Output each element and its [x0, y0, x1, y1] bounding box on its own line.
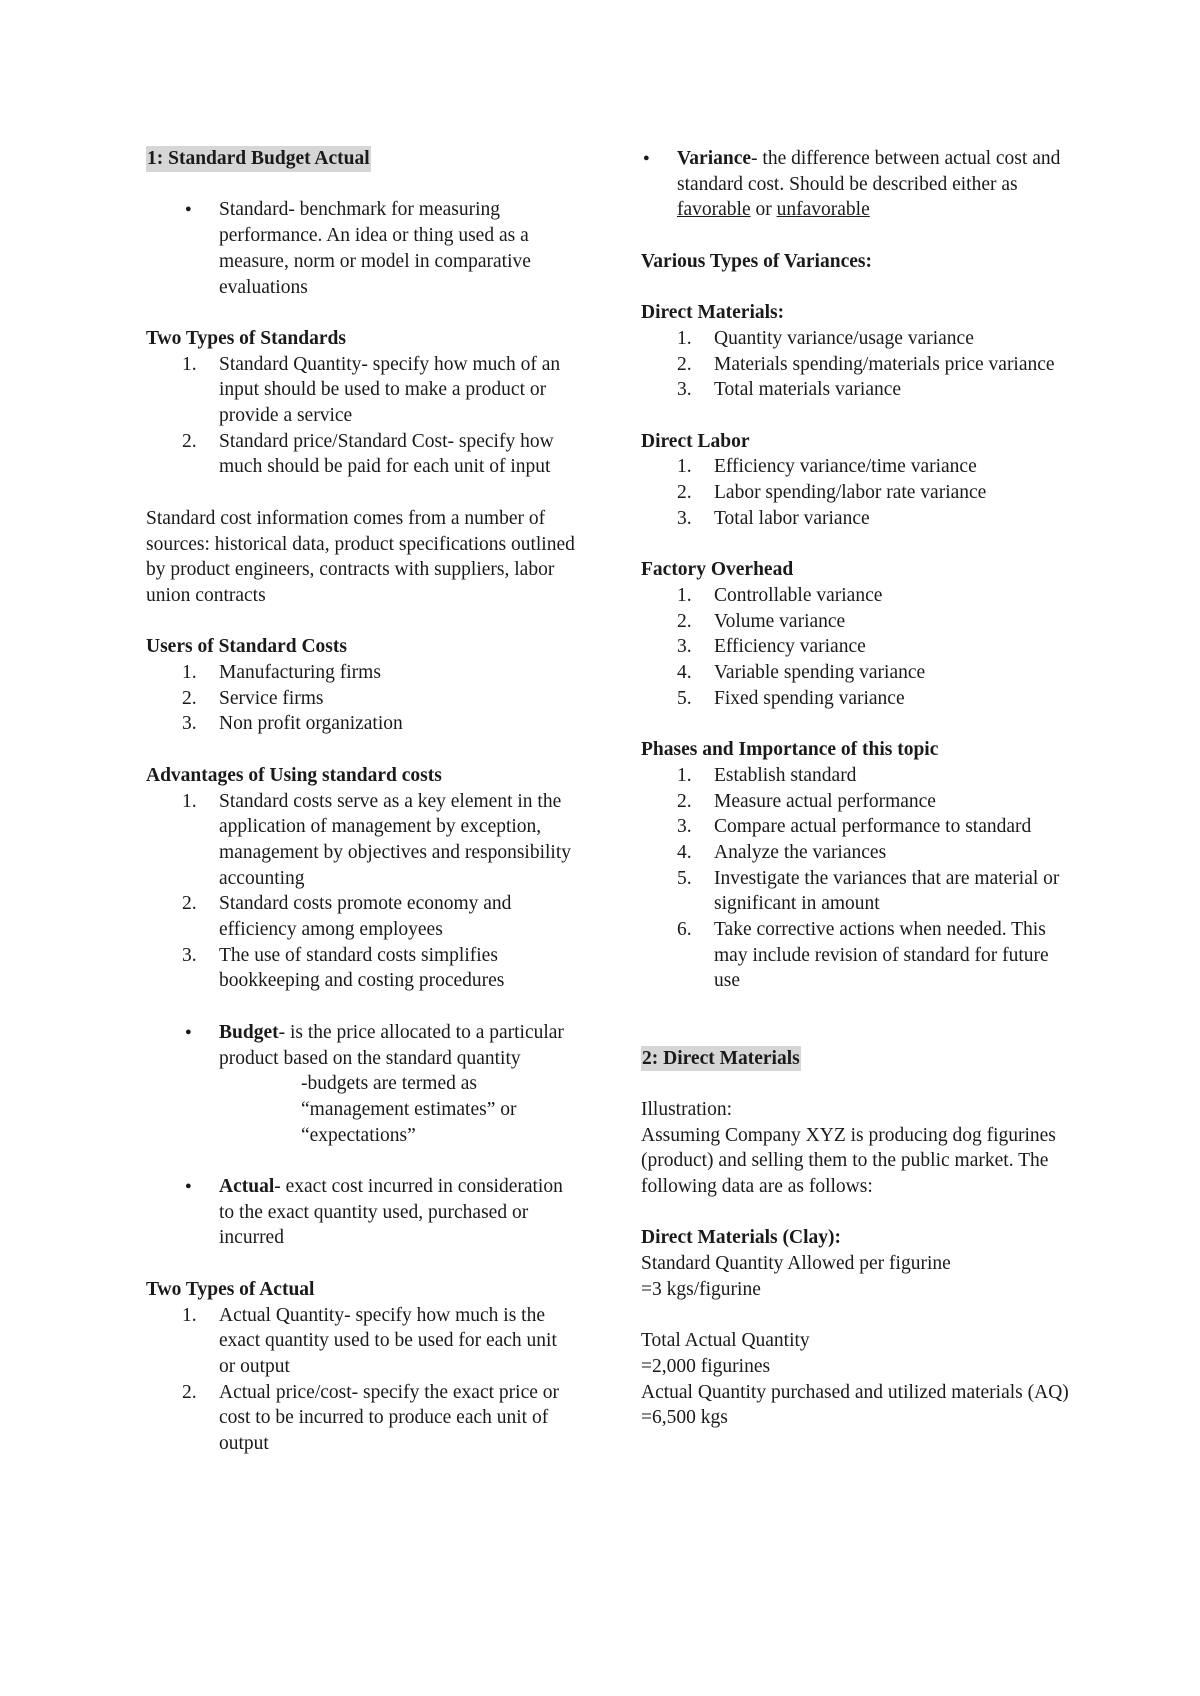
list-item: 2. Actual price/cost- specify the exact price or cost to be incurred to produce each unit of output [182, 1381, 560, 1455]
section-2-title: 2: Direct Materials [641, 1046, 801, 1072]
actual-bullet-list [146, 1174, 576, 1251]
section-1-title: 1: Standard Budget Actual [146, 146, 371, 172]
list-item: 2. Measure actual performance [677, 790, 936, 812]
right-column [641, 146, 1071, 1431]
list-item: 6. Take corrective actions when needed. This may include revision of standard for future use [677, 919, 1049, 992]
direct-materials-heading: Direct Materials: [641, 302, 785, 324]
budget-bullet-list [146, 1020, 576, 1071]
actual-definition: ● Actual- exact cost incurred in consideration to the exact quantity used, purchased or incurred [146, 1174, 576, 1251]
standard-bullet-list [146, 197, 576, 300]
list-item: 3. Non profit organization [182, 713, 403, 735]
two-types-standards-list [146, 352, 576, 481]
list-item: 4. Analyze the variances [677, 841, 887, 863]
advantages-list [146, 789, 576, 995]
list-item: 2. Labor spending/labor rate variance [677, 482, 987, 504]
aq-value: =6,500 kgs [641, 1407, 728, 1429]
advantages-heading: Advantages of Using standard costs [146, 764, 442, 786]
sq-allowed-label: Standard Quantity Allowed per figurine [641, 1253, 951, 1275]
list-item: 3. Compare actual performance to standard [677, 816, 1032, 838]
list-item: 2. Volume variance [677, 610, 846, 632]
direct-labor-heading: Direct Labor [641, 430, 750, 452]
phases-list [641, 763, 1071, 994]
list-item: 3. The use of standard costs simplifies bookkeeping and costing procedures [182, 944, 505, 992]
list-item: 4. Variable spending variance [677, 662, 926, 683]
standard-definition: ● Standard- benchmark for measuring performance. An idea or thing used as a measure, norm or model in comparative evaluations [146, 197, 576, 300]
list-item: 1. Quantity variance/usage variance [677, 327, 974, 349]
factory-overhead-list [641, 583, 1071, 712]
two-types-actual-heading: Two Types of Actual [146, 1278, 315, 1300]
list-item: 1. Standard costs serve as a key element in the application of management by exception, management by objectives and responsibility accounting [182, 790, 571, 889]
sources-paragraph: Standard cost information comes from a number of sources: historical data, product specifications outlined by product engineers, contracts with suppliers, labor union contracts [146, 507, 575, 606]
budget-definition: ● Budget- is the price allocated to a particular product based on the standard quantity [146, 1020, 576, 1071]
list-item: 2. Materials spending/materials price variance [677, 353, 1055, 375]
direct-materials-list [641, 326, 1071, 403]
left-column [146, 146, 576, 1457]
illustration-text: Assuming Company XYZ is producing dog figurines (product) and selling them to the public market. The following data are as follows: [641, 1124, 1056, 1197]
list-item: 3. Efficiency variance [677, 636, 866, 658]
list-item: 1. Controllable variance [677, 584, 883, 606]
dm-clay-heading: Direct Materials (Clay): [641, 1227, 841, 1249]
illustration-label: Illustration: [641, 1098, 732, 1120]
list-item: 1. Establish standard [677, 764, 857, 786]
list-item: 1. Efficiency variance/time variance [677, 456, 977, 478]
list-item: 3. Total materials variance [677, 379, 902, 401]
list-item: 2. Standard price/Standard Cost- specify how much should be paid for each unit of input [182, 430, 554, 478]
variance-bullet-list [604, 146, 1071, 223]
total-actual-value: =2,000 figurines [641, 1355, 771, 1377]
phases-heading: Phases and Importance of this topic [641, 739, 939, 761]
list-item: 2. Service firms [182, 687, 324, 709]
total-actual-label: Total Actual Quantity [641, 1330, 810, 1352]
direct-labor-list [641, 454, 1071, 531]
budget-note: -budgets are termed as “management estimates” or “expectations” [301, 1073, 517, 1146]
two-types-actual-list [146, 1303, 576, 1457]
list-item: 1. Manufacturing firms [182, 662, 381, 683]
list-item: 1. Actual Quantity- specify how much is the exact quantity used to be used for each unit or output [182, 1304, 557, 1377]
various-types-heading: Various Types of Variances: [641, 250, 872, 272]
variance-definition: ● Variance- the difference between actual cost and standard cost. Should be described either as favorable or unfavorable [604, 146, 1071, 223]
list-item: 5. Investigate the variances that are material or significant in amount [677, 867, 1060, 915]
sq-allowed-value: =3 kgs/figurine [641, 1278, 761, 1300]
list-item: 2. Standard costs promote economy and efficiency among employees [182, 893, 512, 941]
users-heading: Users of Standard Costs [146, 636, 347, 658]
list-item: 3. Total labor variance [677, 507, 870, 529]
list-item: 5. Fixed spending variance [677, 687, 905, 709]
two-types-standards-heading: Two Types of Standards [146, 327, 346, 349]
users-list [146, 660, 576, 737]
list-item: 1. Standard Quantity- specify how much of an input should be used to make a product or provide a service [182, 353, 561, 426]
aq-label: Actual Quantity purchased and utilized materials (AQ) [641, 1381, 1069, 1403]
factory-overhead-heading: Factory Overhead [641, 559, 794, 581]
